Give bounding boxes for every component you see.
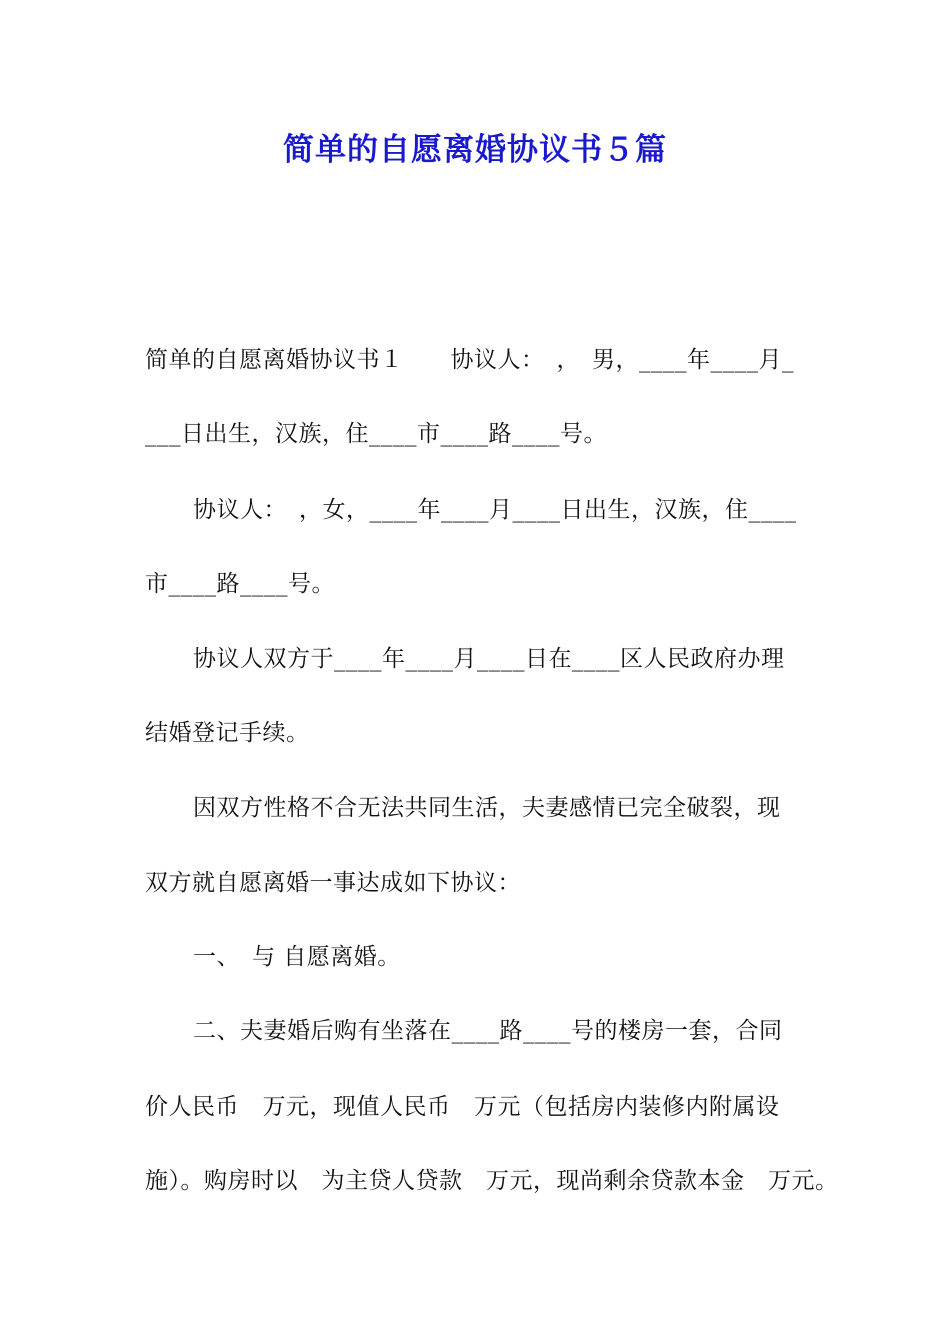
- document-title: 简单的自愿离婚协议书５篇: [283, 132, 667, 168]
- body-line-1: 简单的自愿离婚协议书１ 协议人： ， 男，____年____月_: [145, 347, 794, 373]
- body-line-8: 双方就自愿离婚一事达成如下协议：: [145, 870, 521, 896]
- body-line-11: 价人民币 万元，现值人民币 万元（包括房内装修内附属设: [145, 1094, 780, 1120]
- body-line-2: ___日出生，汉族，住____市____路____号。: [145, 421, 607, 447]
- body-line-4: 市____路____号。: [145, 571, 335, 597]
- body-line-7: 因双方性格不合无法共同生活，夫妻感情已完全破裂，现: [193, 795, 781, 821]
- body-line-6: 结婚登记手续。: [145, 720, 310, 746]
- body-line-10: 二、夫妻婚后购有坐落在____路____号的楼房一套，合同: [193, 1018, 783, 1044]
- body-line-5: 协议人双方于____年____月____日在____区人民政府办理: [193, 646, 785, 672]
- body-line-9: 一、 与 自愿离婚。: [193, 944, 401, 970]
- body-line-12: 施）。购房时以 为主贷人贷款 万元，现尚剩余贷款本金 万元。: [145, 1168, 839, 1194]
- body-line-3: 协议人： ，女，____年____月____日出生，汉族，住____: [193, 497, 797, 523]
